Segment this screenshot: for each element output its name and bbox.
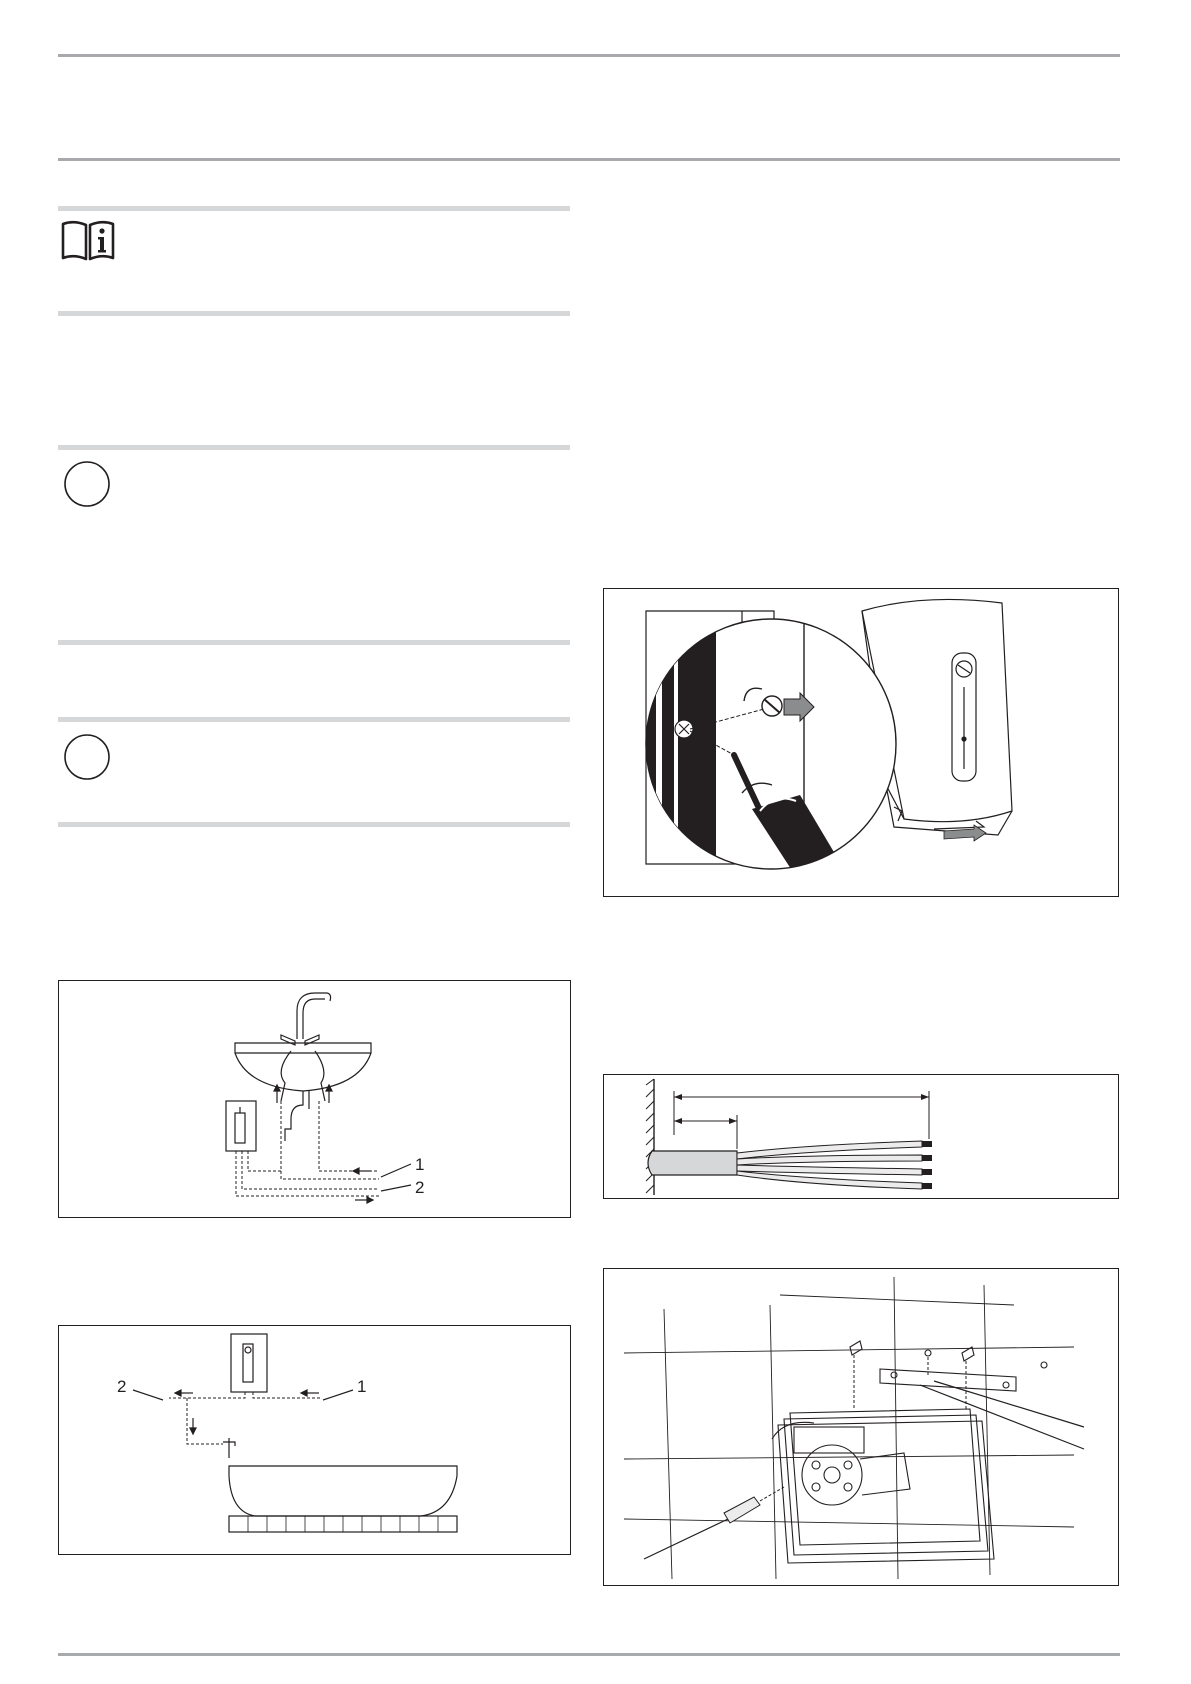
header-rule-bottom <box>58 158 1120 161</box>
figure-wall-mounting <box>603 1268 1119 1586</box>
section-bar-3 <box>58 445 570 450</box>
section-bar-5 <box>58 717 570 722</box>
callout-1: 1 <box>357 1377 367 1396</box>
section-bar-1 <box>58 206 570 211</box>
notice-circle-icon <box>63 460 111 508</box>
callout-1: 1 <box>415 1155 425 1174</box>
book-info-icon <box>60 218 116 262</box>
figure-cable-stripping <box>603 1074 1119 1199</box>
notice-circle-icon <box>63 733 111 781</box>
footer-rule <box>58 1653 1120 1656</box>
figure-bath-installation <box>58 1325 571 1555</box>
callout-2: 2 <box>415 1178 425 1197</box>
section-bar-4 <box>58 640 570 645</box>
section-bar-2 <box>58 311 570 316</box>
section-bar-6 <box>58 822 570 827</box>
callout-2: 2 <box>117 1377 127 1396</box>
figure-cover-removal <box>603 588 1119 897</box>
header-rule-top <box>58 54 1120 57</box>
figure-sink-installation <box>58 980 571 1218</box>
